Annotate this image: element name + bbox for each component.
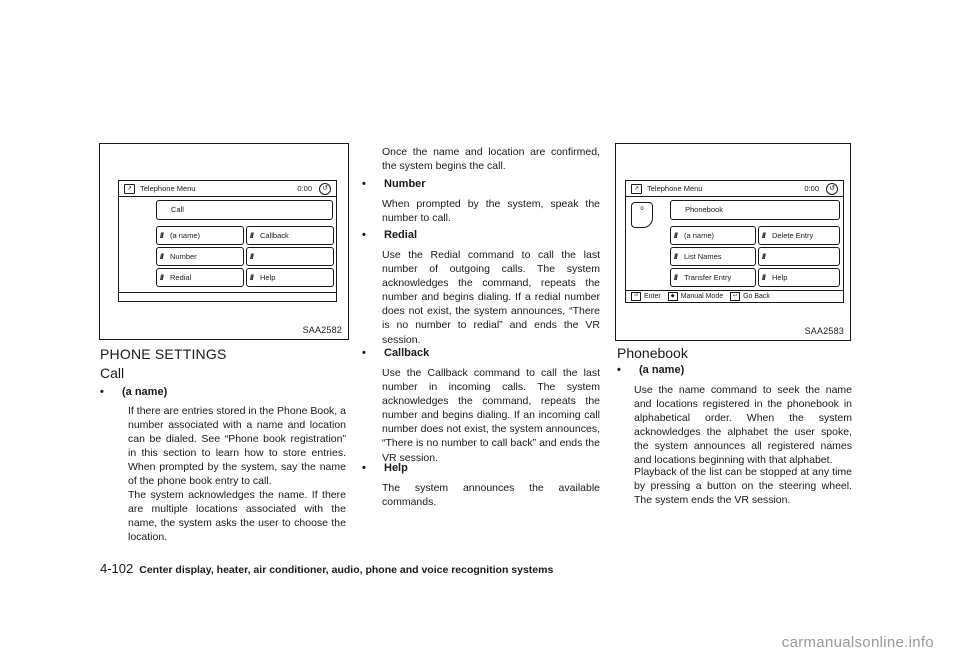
chapter-title: Center display, heater, air conditioner, audio, phone and voice recognition systems xyxy=(139,564,554,576)
paragraph: If there are entries stored in the Phone Book, a number associated with a name and location can be dialed. See “Phone book registration” in this section to learn how to store entries. When prompted by the system, say the name of the phone book entry to call. xyxy=(128,405,346,488)
voice-command-icon: /// xyxy=(160,275,163,282)
subsection-heading: Phonebook xyxy=(617,345,688,361)
paragraph: Use the name command to seek the name and locations registered in the phonebook in alphabetical order. When the system acknowledges the alphabet the user spoke, the system announces all registered names and locations beginning with that alphabet. xyxy=(634,384,852,467)
bullet: • xyxy=(362,229,366,241)
transfer-entry-button[interactable]: /// Transfer Entry xyxy=(670,268,756,287)
help-button[interactable]: /// Help xyxy=(758,268,840,287)
voice-command-icon: /// xyxy=(762,233,765,240)
bullet: • xyxy=(362,347,366,359)
call-timer: 0:00 xyxy=(297,184,312,193)
number-button[interactable]: /// Number xyxy=(156,247,244,266)
phone-icon: ↗ xyxy=(631,184,642,194)
call-timer: 0:00 xyxy=(804,184,819,193)
manual-mode-label: Manual Mode xyxy=(680,293,724,300)
bullet-heading-help: • Help xyxy=(362,462,408,474)
bullet-heading-callback: • Callback xyxy=(362,347,430,359)
bullet: • xyxy=(617,364,621,376)
a-name-button[interactable]: /// (a name) xyxy=(670,226,756,245)
voice-command-icon: /// xyxy=(250,233,253,240)
paragraph: Playback of the list can be stopped at any time by pressing a button on the steering wheel. The system ends the VR session. xyxy=(634,466,852,507)
bullet-heading-number: • Number xyxy=(362,178,426,190)
figure-telephone-menu-call xyxy=(99,143,349,340)
figure-telephone-menu-phonebook xyxy=(615,143,851,341)
telephone-menu-screen xyxy=(118,180,337,302)
screen-title-bar xyxy=(119,181,336,197)
voice-command-icon: /// xyxy=(674,275,677,282)
bullet-heading-a-name: • (a name) xyxy=(617,364,685,376)
voice-command-icon: /// xyxy=(674,254,677,261)
paragraph: Use the Callback command to call the last number in incoming calls. The system acknowledges the command, repeats the number and begins dialing. If an incoming call number does not exist, the system announces, “There is no number to call back” and ends the VR session. xyxy=(382,367,600,464)
enter-icon: ⏎ xyxy=(631,292,641,301)
list-names-button[interactable]: /// List Names xyxy=(670,247,756,266)
figure-id: SAA2583 xyxy=(804,326,844,336)
delete-entry-button[interactable]: /// Delete Entry xyxy=(758,226,840,245)
watermark: carmanualsonline.info xyxy=(781,634,934,651)
voice-command-icon: /// xyxy=(160,233,163,240)
screen-title: Telephone Menu xyxy=(647,184,703,193)
screen-bottom-bar xyxy=(626,290,843,302)
phonebook-button[interactable]: Phonebook xyxy=(670,200,840,220)
section-heading: PHONE SETTINGS xyxy=(100,346,227,362)
call-button[interactable]: Call xyxy=(156,200,333,220)
voice-command-icon: /// xyxy=(762,275,765,282)
enter-label: Enter xyxy=(644,293,661,300)
screen-bottom-bar xyxy=(119,292,336,301)
manual-mode-icon: ◆ xyxy=(668,292,678,301)
paragraph: The system acknowledges the name. If there are multiple locations associated with the name, the system asks the user to choose the location. xyxy=(128,489,346,544)
voice-command-icon: /// xyxy=(160,254,163,261)
paragraph: The system announces the available commands. xyxy=(382,482,600,509)
phone-icon: ↗ xyxy=(124,184,135,194)
blank-button[interactable] xyxy=(246,247,334,266)
back-icon[interactable]: ↺ xyxy=(319,183,331,195)
voice-command-icon: /// xyxy=(250,275,253,282)
back-icon[interactable]: ↺ xyxy=(826,183,838,195)
figure-id: SAA2582 xyxy=(302,325,342,335)
page-number: 4-102 xyxy=(100,561,134,576)
bullet-heading-a-name: • (a name) xyxy=(100,386,168,398)
bullet: • xyxy=(362,178,366,190)
page-footer xyxy=(100,561,553,576)
subsection-heading: Call xyxy=(100,365,125,381)
screen-title-bar xyxy=(626,181,843,197)
bullet: • xyxy=(100,386,104,398)
bullet: • xyxy=(362,462,366,474)
voice-command-icon: /// xyxy=(250,254,253,261)
screen-title: Telephone Menu xyxy=(140,184,196,193)
paragraph: Use the Redial command to call the last number of outgoing calls. The system acknowledges the command, repeats the number and begins dialing. If a redial number does not exist, the system announces, “There is no number to redial” and ends the VR session. xyxy=(382,249,600,346)
callback-button[interactable]: /// Callback xyxy=(246,226,334,245)
voice-recognition-icon: o xyxy=(631,202,653,228)
paragraph: When prompted by the system, speak the number to call. xyxy=(382,198,600,225)
voice-command-icon: /// xyxy=(674,233,677,240)
voice-command-icon: /// xyxy=(762,254,765,261)
telephone-menu-screen xyxy=(625,180,844,303)
bullet-heading-redial: • Redial xyxy=(362,229,418,241)
help-button[interactable]: /// Help xyxy=(246,268,334,287)
go-back-icon: ↩ xyxy=(730,292,740,301)
redial-button[interactable]: /// Redial xyxy=(156,268,244,287)
a-name-button[interactable]: /// (a name) xyxy=(156,226,244,245)
paragraph: Once the name and location are confirmed, the system begins the call. xyxy=(382,146,600,173)
go-back-label: Go Back xyxy=(743,293,770,300)
blank-button[interactable] xyxy=(758,247,840,266)
